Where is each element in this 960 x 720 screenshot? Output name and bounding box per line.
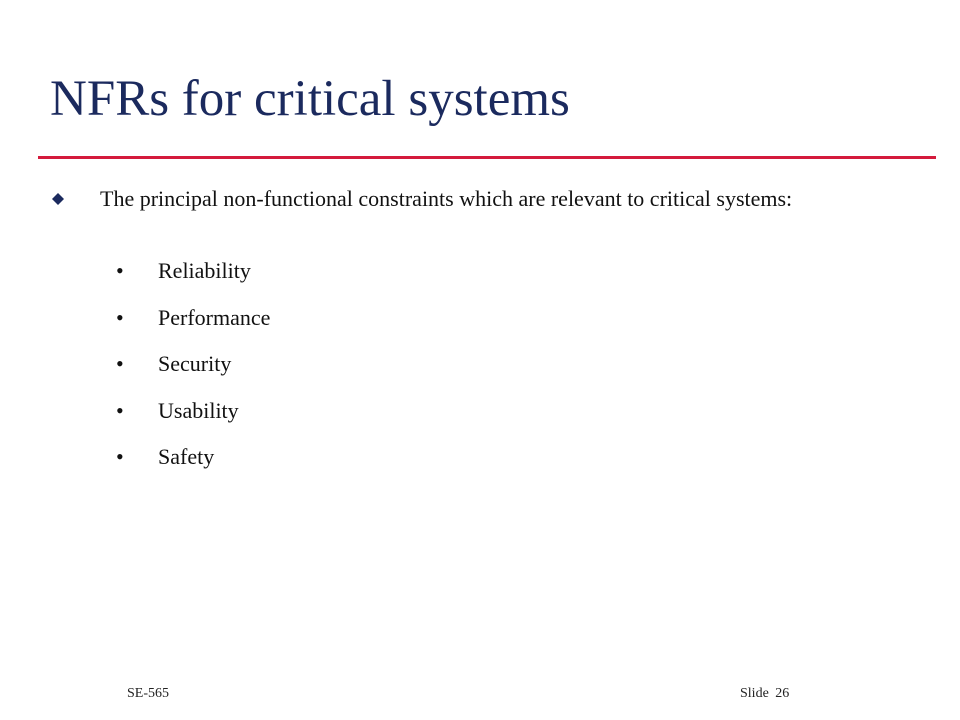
main-bullet-text: The principal non-functional constraints which are relevant to critical systems: [100, 186, 793, 211]
list-item [116, 349, 270, 396]
bullet-dot-icon: • [116, 304, 124, 330]
bullet-dot-icon: • [116, 351, 124, 376]
list-item [116, 303, 270, 350]
list-item-label: Security [158, 351, 232, 376]
bullet-dot-icon: • [116, 258, 124, 283]
list-item [116, 256, 270, 303]
list-item-label: Usability [158, 397, 239, 423]
diamond-bullet-icon [52, 193, 64, 205]
sub-bullet-list [116, 256, 270, 489]
title-divider [38, 156, 936, 159]
footer-course-code: SE-565 [127, 686, 169, 701]
bullet-dot-icon: • [116, 397, 124, 423]
slide-title: NFRs for critical systems [50, 71, 570, 127]
list-item-label: Safety [158, 444, 215, 469]
footer-slide-number: Slide 26 [740, 686, 790, 701]
bullet-dot-icon: • [116, 444, 124, 469]
list-item [116, 396, 270, 443]
list-item-label: Performance [158, 304, 271, 330]
list-item [116, 442, 270, 489]
list-item-label: Reliability [158, 258, 251, 283]
